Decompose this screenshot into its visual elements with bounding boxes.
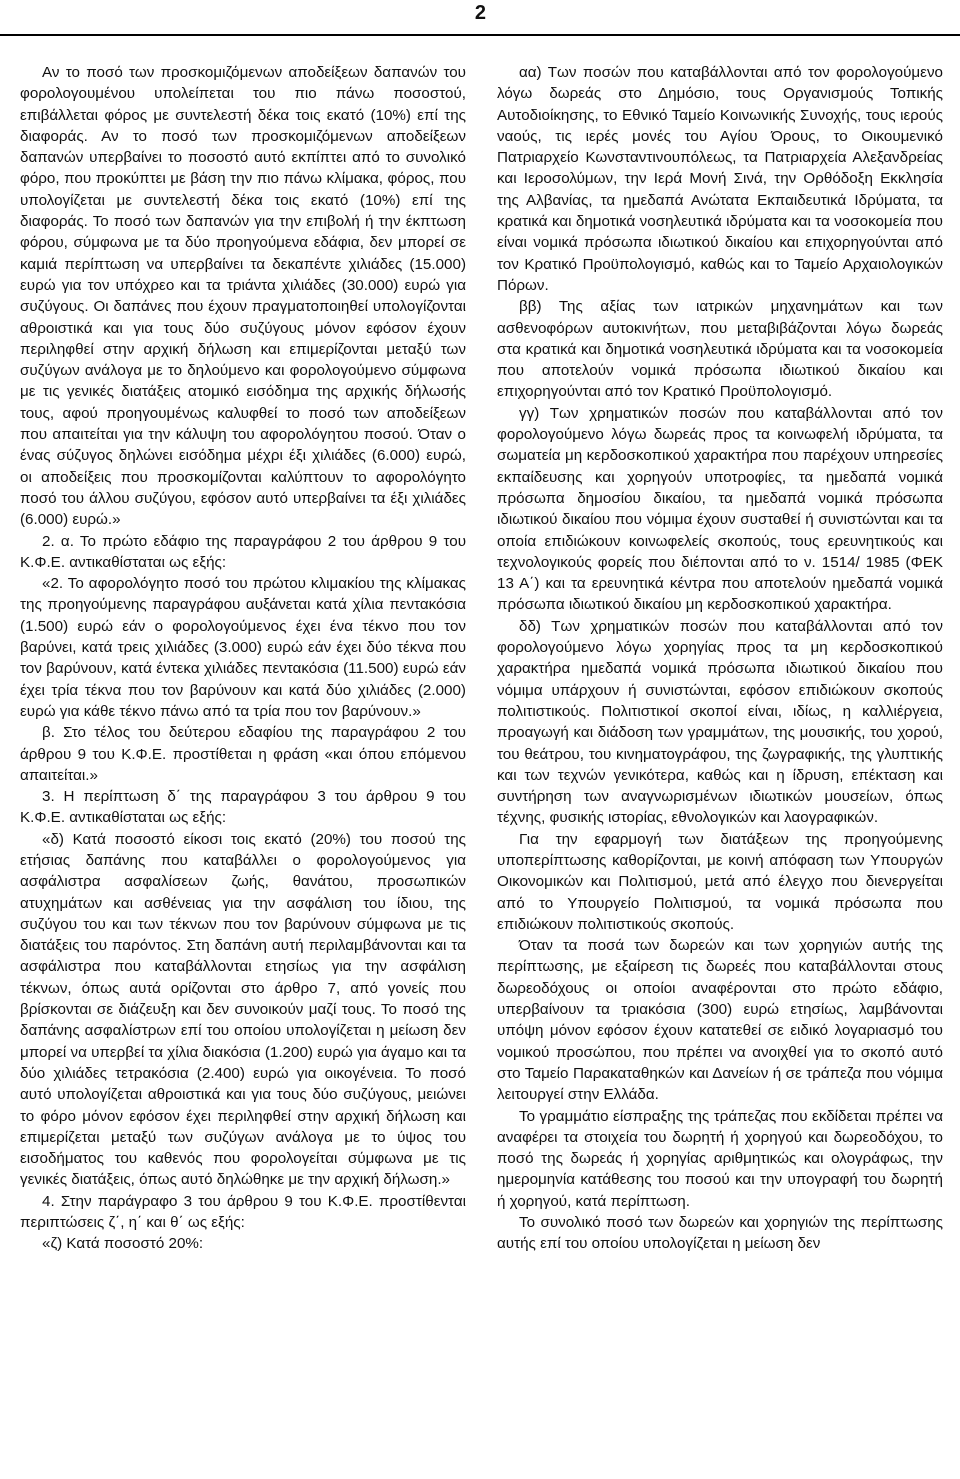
header-rule: [0, 34, 960, 36]
left-paragraph: 4. Στην παράγραφο 3 του άρθρου 9 του Κ.Φ.Ε. προστίθενται περιπτώσεις ζ΄, η΄ και θ΄ ως εξής:: [20, 1192, 466, 1232]
right-paragraph: δδ) Των χρηματικών ποσών που καταβάλλονται από τον φορολογούμενο λόγω χορηγίας προς τα μη κερδοσκοπικού χαρακτήρα ημεδαπά νομικά πρόσωπα ιδιωτικού δικαίου που νόμιμα υπάρχουν ή συνιστώνται, εφόσον επιδιώκουν σκοπούς πολιτιστικούς. Πολιτιστικοί σκοποί είναι, ιδίως, η καλλιέργεια, προαγωγή και διάδοση των γραμμάτων, της μουσικής, του χορού, του θεάτρου, του κινηματογράφου, της ζωγραφικής, της γλυπτικής και των τεχνών γενικότερα, καθώς και η ίδρυση, επέκταση και συντήρηση των αναγνωρισμένων ιδιωτικών μουσείων, όπως τέχνης, φυσικής ιστορίας, εθνολογικών και λαογραφικών.: [497, 617, 943, 827]
right-paragraph: γγ) Των χρηματικών ποσών που καταβάλλονται από τον φορολογούμενο λόγω δωρεάς προς τα κοινωφελή ιδρύματα, τα σωματεία μη κερδοσκοπικού χαρακτήρα που παρέχουν υπηρεσίες εκπαίδευσης και χορηγούν υποτροφίες, τα ημεδαπά νομικά πρόσωπα δημοσίου δικαίου, τα ημεδαπά νομικά πρόσωπα ιδιωτικού δικαίου που νόμιμα έχουν συσταθεί ή συνιστώνται και τα οποία επιδιώκουν κοινωφελείς σκοπούς, τους ερευνητικούς και τεχνολογικούς φορείς που διέπονται από το ν. 1514/ 1985 (ΦΕΚ 13 Α΄) και τα ερευνητικά κέντρα που αποτελούν ημεδαπά νομικά πρόσωπα ιδιωτικού δικαίου μη κερδοσκοπικού χαρακτήρα.: [497, 404, 943, 614]
right-paragraph: Το γραμμάτιο είσπραξης της τράπεζας που εκδίδεται πρέπει να αναφέρει τα στοιχεία του δωρητή ή χορηγού και δωρεοδόχου, το ποσό της δωρεάς ή χορηγίας αριθμητικώς και ολογράφως, την ημερομηνία κατάθεσης του ποσού και την υπογραφή του δωρητή ή χορηγού, κατά περίπτωση.: [497, 1107, 943, 1210]
page-number: 2: [474, 2, 486, 24]
right-paragraph: αα) Των ποσών που καταβάλλονται από τον φορολογούμενο λόγω δωρεάς στο Δημόσιο, τους Οργανισμούς Τοπικής Αυτοδιοίκησης, το Εθνικό Ταμείο Κοινωνικής Συνοχής, τους ιερούς ναούς, τις ιερές μονές του Αγίου Όρους, το Οικουμενικό Πατριαρχείο Κωνσταντινουπόλεως, τα Πατριαρχεία Αλεξανδρείας και Ιεροσολύμων, την Ιερά Μονή Σινά, την Ορθόδοξη Εκκλησία της Αλβανίας, τα ημεδαπά Ανώτατα Εκπαιδευτικά Ιδρύματα, τα κρατικά και δημοτικά νοσηλευτικά ιδρύματα και τα νοσοκομεία που είναι νομικά πρόσωπα ιδιωτικού δικαίου και επιχορηγούνται από τον Κρατικό Προϋπολογισμό, καθώς και το Ταμείο Αρχαιολογικών Πόρων.: [497, 64, 943, 294]
right-paragraph: ββ) Της αξίας των ιατρικών μηχανημάτων και των ασθενοφόρων αυτοκινήτων, που μεταβιβάζονται λόγω δωρεάς στα κρατικά και δημοτικά νοσηλευτικά ιδρύματα και τα νοσοκομεία που αποτελούν νομικά πρόσωπα ιδιωτικού δικαίου και επιχορηγούνται από τον Κρατικό Προϋπολογισμό.: [497, 298, 943, 401]
right-column: [497, 62, 943, 1255]
right-paragraph: Το συνολικό ποσό των δωρεών και χορηγιών της περίπτωσης αυτής επί του οποίου υπολογίζεται η μείωση δεν: [497, 1214, 943, 1253]
left-paragraph: «δ) Κατά ποσοστό είκοσι τοις εκατό (20%) του ποσού της ετήσιας δαπάνης που καταβάλλει ο φορολογούμενος για ασφάλιστρα ασφαλίσεων ζωής, θανάτου, προσωπικών ατυχημάτων και ασθένειας για την ασφάλιση του ίδιου, της συζύγου του και των τέκνων που τον βαρύνουν σύμφωνα με τις διατάξεις του παρόντος. Στη δαπάνη αυτή περιλαμβάνονται και τα ασφάλιστρα που καταβάλλονται ετησίως για την ασφάλιση τέκνων, όπως αυτά ορίζονται στο άρθρο 7, από γονείς που βρίσκονται σε διάζευξη και δεν συνοικούν μαζί τους. Το ποσό της δαπάνης ασφαλίστρων επί του οποίου υπολογίζεται η μείωση δεν μπορεί να υπερβεί τα χίλια διακόσια (1.200) ευρώ για άγαμο και τα δύο χιλιάδες τετρακόσια (2.400) ευρώ για οικογένεια. Το ποσό αυτό υπολογίζεται αθροιστικά και για τους δύο συζύγους, μειώνει το φόρο μόνον εφόσον έχει περιληφθεί στην αρχική δήλωση και επιμερίζεται μεταξύ των συζύγων ανάλογα με το ύψος του εισοδήματος του καθενός που φορολογείται σύμφωνα με τις γενικές διατάξεις, όπως αυτό δηλώθηκε με την αρχική δήλωση.»: [20, 830, 466, 1189]
left-paragraph: Αν το ποσό των προσκομιζόμενων αποδείξεων δαπανών του φορολογουμένου υπολείπεται του πιο πάνω ποσοστού, επιβάλλεται φόρος με συντελεστή δέκα τοις εκατό (10%) επί της διαφοράς. Αν το ποσό των προσκομιζόμενων αποδείξεων δαπανών υπερβαίνει το ποσοστό αυτό εκπίπτει από το συνολικό φόρο, που προκύπτει με βάση την πιο πάνω κλίμακα, φόρος, που υπολογίζεται με συντελεστή δέκα τοις εκατό (10%) επί της διαφοράς. Το ποσό των δαπανών για την επιβολή ή την έκπτωση φόρου, σύμφωνα με τα δύο προηγούμενα εδάφια, δεν μπορεί σε καμιά περίπτωση να υπερβαίνει τα δεκαπέντε χιλιάδες (15.000) ευρώ για τον υπόχρεο και τα τριάντα χιλιάδες (30.000) ευρώ για συζύγους. Οι δαπάνες που έχουν πραγματοποιηθεί υπολογίζονται αθροιστικά και για τους δύο συζύγους μόνον εφόσον έχουν περιληφθεί στην αρχική δήλωση και επιμερίζονται μεταξύ των συζύγων ανάλογα με το δηλούμενο και φορολογούμενο σύμφωνα με τις γενικές διατάξεις ατομικό εισόδημα της αρχικής δήλωσής τους, αφού προηγουμένως καλυφθεί το ποσό των αποδείξεων που απαιτείται για την κάλυψη του αφορολόγητου ποσού. Όταν ο ένας σύζυγος δηλώνει εισόδημα μέχρι έξι χιλιάδες (6.000) ευρώ, οι αποδείξεις που προσκομίζονται καλύπτουν το αφορολόγητο ποσό του άλλου συζύγου, εφόσον αυτό υπερβαίνει τα έξι χιλιάδες (6.000) ευρώ.»: [20, 64, 466, 529]
left-paragraph: 3. Η περίπτωση δ΄ της παραγράφου 3 του άρθρου 9 του Κ.Φ.Ε. αντικαθίσταται ως εξής:: [20, 788, 466, 827]
left-paragraph: 2. α. Το πρώτο εδάφιο της παραγράφου 2 του άρθρου 9 του Κ.Φ.Ε. αντικαθίσταται ως εξής:: [20, 532, 466, 571]
left-paragraph: «ζ) Κατά ποσοστό 20%:: [42, 1235, 204, 1253]
right-paragraph: Όταν τα ποσά των δωρεών και των χορηγιών αυτής της περίπτωσης, με εξαίρεση τις δωρεές που καταβάλλονται στους δωρεοδόχους οι οποίοι αναφέρονται στο πρώτο εδάφιο, υπερβαίνουν τα τριακόσια (300) ευρώ ετησίως, λαμβάνονται υπόψη μόνον εφόσον έχουν κατατεθεί σε ειδικό λογαριασμό του νομικού προσώπου, που πρέπει να ανοιχθεί για το σκοπό αυτό στο Ταμείο Παρακαταθηκών και Δανείων ή σε τράπεζα που νόμιμα λειτουργεί στην Ελλάδα.: [497, 937, 943, 1104]
left-paragraph: β. Στο τέλος του δεύτερου εδαφίου της παραγράφου 2 του άρθρου 9 του Κ.Φ.Ε. προστίθεται η φράση «και όπου επόμενου απαιτείται.»: [20, 724, 466, 784]
left-paragraph: «2. Το αφορολόγητο ποσό του πρώτου κλιμακίου της κλίμακας της προηγούμενης παραγράφου αυξάνεται κατά χίλια πεντακόσια (1.500) ευρώ εάν ο φορολογούμενος έχει ένα τέκνο που τον βαρύνει, κατά τρεις χιλιάδες (3.000) ευρώ εάν έχει δύο τέκνα που τον βαρύνουν, κατά έντεκα χιλιάδες πεντακόσια (11.500) ευρώ εάν έχει τρία τέκνα που τον βαρύνουν και κατά δύο χιλιάδες (2.000) ευρώ για κάθε τέκνο πάνω από τα τρία που τον βαρύνουν.»: [20, 575, 466, 720]
left-column: [20, 62, 466, 1255]
right-paragraph: Για την εφαρμογή των διατάξεων της προηγούμενης υποπερίπτωσης καθορίζονται, με κοινή απόφαση των Υπουργών Οικονομικών και Πολιτισμού, μετά από έλεγχο που διενεργείται από το Υπουργείο Πολιτισμού, τα νομικά πρόσωπα που επιδιώκουν πολιτιστικούς σκοπούς.: [497, 830, 943, 933]
